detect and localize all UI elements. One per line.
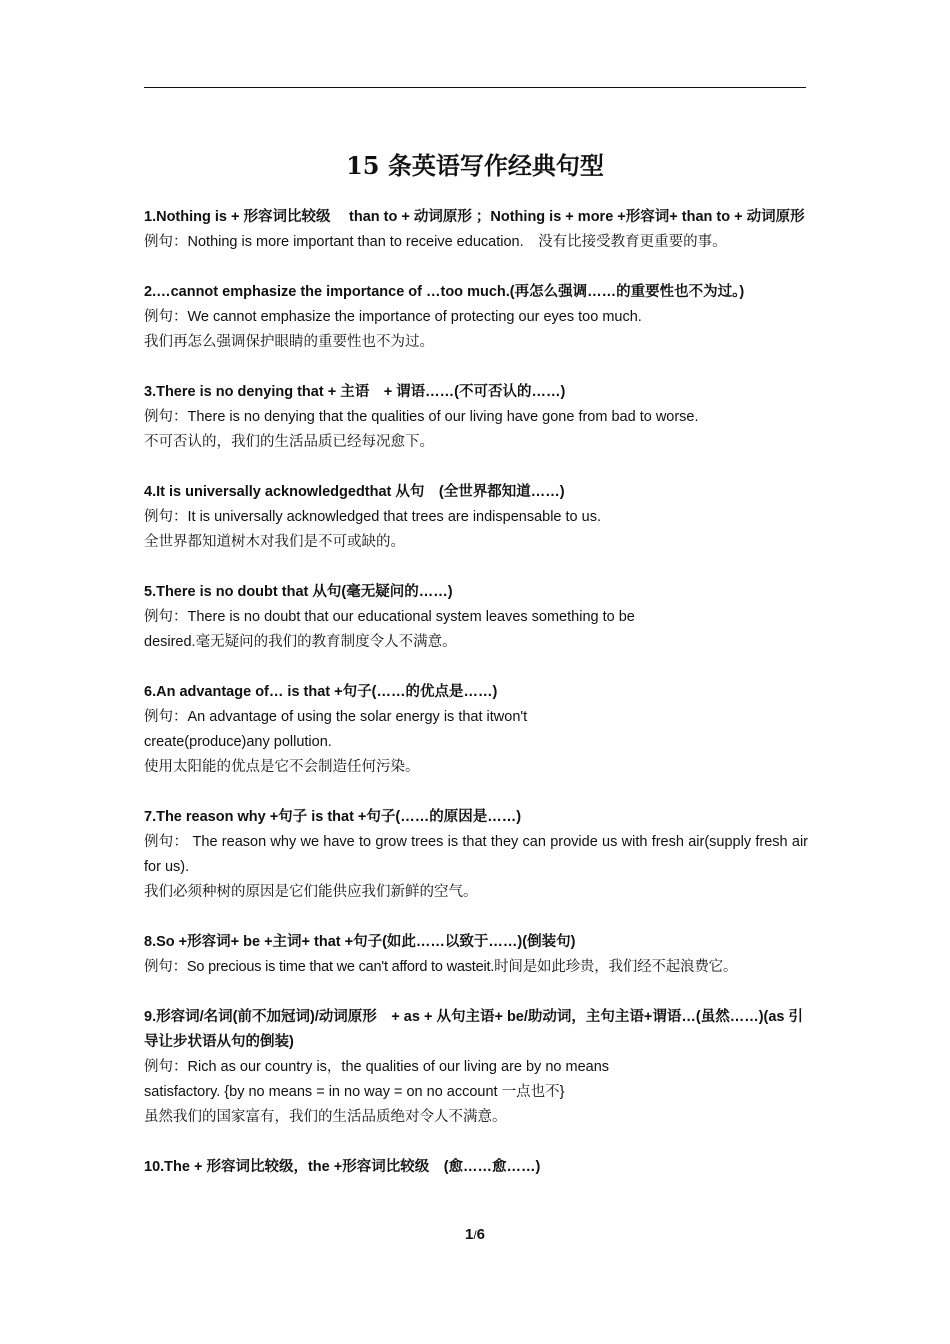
translation-line: 不可否认的，我们的生活品质已经每况愈下。 bbox=[144, 434, 434, 450]
example-line: satisfactory. {by no means = in no way = on no account 一点也不} bbox=[144, 1084, 565, 1100]
example-line: 例句：There is no doubt that our educational system leaves something to be bbox=[144, 609, 635, 625]
document-title: 15 条英语写作经典句型 bbox=[346, 151, 604, 180]
pattern-heading: 9.形容词/名词(前不加冠词)/动词原形 + as + 从句主语+ be/助动词，主句主语+谓语…(虽然……)(as 引导让步状语从句的倒装) bbox=[144, 1009, 804, 1050]
document-body bbox=[144, 205, 808, 1205]
sentence-pattern-8 bbox=[144, 930, 808, 980]
translation-line: 全世界都知道树木对我们是不可或缺的。 bbox=[144, 534, 405, 550]
pattern-heading: 10.The + 形容词比较级，the +形容词比较级 (愈……愈……) bbox=[144, 1159, 541, 1175]
page-separator: / bbox=[473, 1228, 477, 1242]
sentence-pattern-7 bbox=[144, 805, 808, 905]
pattern-heading: 6.An advantage of… is that +句子(……的优点是……) bbox=[144, 684, 498, 700]
example-line: create(produce)any pollution. bbox=[144, 734, 332, 750]
pattern-heading: 3.There is no denying that + 主语 + 谓语……(不可否认的……) bbox=[144, 384, 566, 400]
header-rule bbox=[144, 87, 806, 88]
example-line: 例句：It is universally acknowledged that trees are indispensable to us. bbox=[144, 509, 601, 525]
translation-line: 虽然我们的国家富有，我们的生活品质绝对令人不满意。 bbox=[144, 1109, 507, 1125]
page-number bbox=[0, 1224, 950, 1246]
pattern-heading: 8.So +形容词+ be +主词+ that +句子(如此……以致于……)(倒装句) bbox=[144, 934, 576, 950]
translation-line: desired.毫无疑问的我们的教育制度令人不满意。 bbox=[144, 634, 457, 650]
sentence-pattern-1 bbox=[144, 205, 808, 255]
pattern-heading: 2.…cannot emphasize the importance of …too much.(再怎么强调……的重要性也不为过。) bbox=[144, 284, 745, 300]
example-line: 例句：Rich as our country is，the qualities of our living are by no means bbox=[144, 1059, 610, 1075]
example-line: 例句：Nothing is more important than to receive education. 没有比接受教育更重要的事。 bbox=[144, 234, 727, 250]
sentence-pattern-4 bbox=[144, 480, 808, 555]
translation-line: 我们再怎么强调保护眼睛的重要性也不为过。 bbox=[144, 334, 434, 350]
page-total: 6 bbox=[476, 1226, 486, 1243]
pattern-heading: 7.The reason why +句子 is that +句子(……的原因是……) bbox=[144, 809, 522, 825]
translation-line: 我们必须种树的原因是它们能供应我们新鲜的空气。 bbox=[144, 884, 478, 900]
sentence-pattern-3 bbox=[144, 380, 808, 455]
sentence-pattern-5 bbox=[144, 580, 808, 655]
example-line: 例句：We cannot emphasize the importance of protecting our eyes too much. bbox=[144, 309, 642, 325]
translation-line: 使用太阳能的优点是它不会制造任何污染。 bbox=[144, 759, 420, 775]
example-line: 例句： The reason why we have to grow trees is that they can provide us with fresh air(supply fresh air for us). bbox=[144, 834, 808, 875]
sentence-pattern-10 bbox=[144, 1155, 808, 1180]
pattern-heading: 1.Nothing is + 形容词比较级 than to + 动词原形 ；Nothing is + more +形容词+ than to + 动词原形 bbox=[144, 209, 805, 225]
sentence-pattern-2 bbox=[144, 280, 808, 355]
pattern-heading: 5.There is no doubt that 从句(毫无疑问的……) bbox=[144, 584, 453, 600]
sentence-pattern-9 bbox=[144, 1005, 808, 1130]
pattern-heading: 4.It is universally acknowledgedthat 从句 (全世界都知道……) bbox=[144, 484, 565, 500]
example-line: 例句：So precious is time that we can't afford to wasteit.时间是如此珍贵，我们经不起浪费它。 bbox=[144, 959, 738, 975]
page-current: 1 bbox=[464, 1226, 474, 1243]
example-line: 例句：An advantage of using the solar energy is that itwon't bbox=[144, 709, 528, 725]
sentence-pattern-6 bbox=[144, 680, 808, 780]
example-line: 例句：There is no denying that the qualities of our living have gone from bad to worse. bbox=[144, 409, 699, 425]
